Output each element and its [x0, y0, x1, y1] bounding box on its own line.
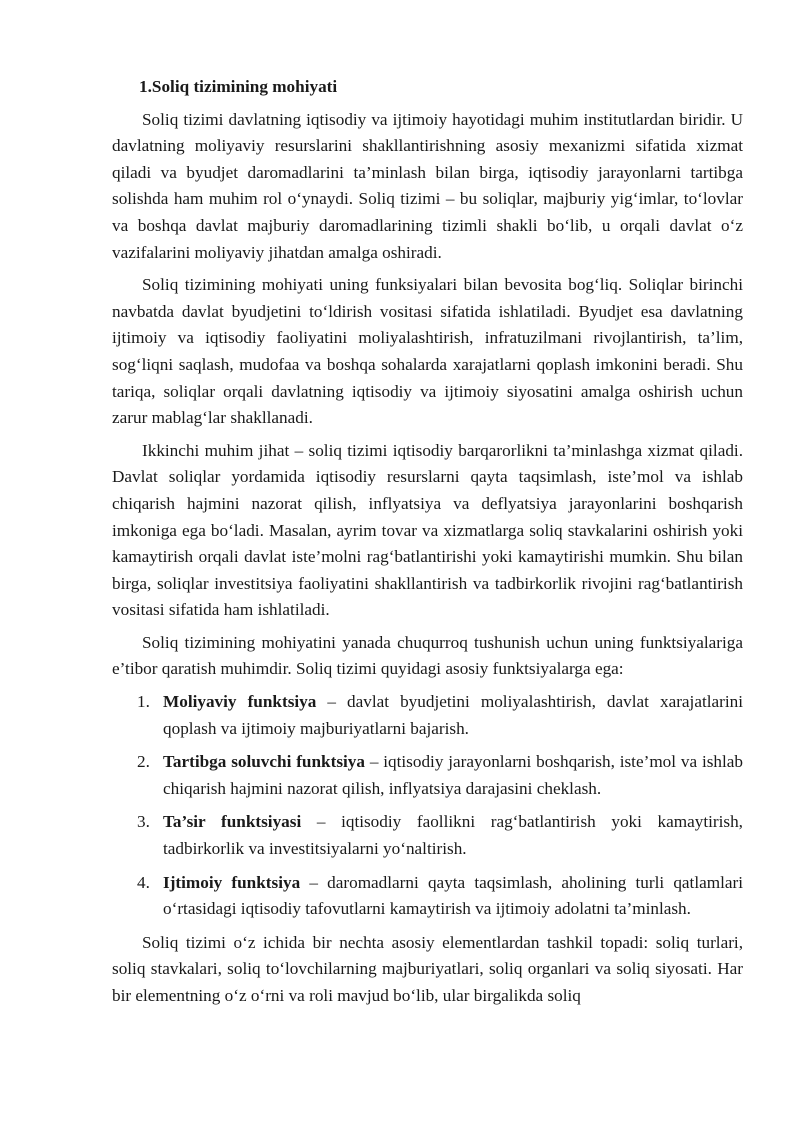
paragraph-elements: Soliq tizimi o‘z ichida bir nechta asosiy elementlardan tashkil topadi: soliq turlari, soliq stavkalari, soliq to‘lovchilarning majburiyatlari, soliq organlari va soliq siyosati. Har bir elementning o‘z o‘rni va roli mavjud bo‘lib, ular birgalikda soliq	[112, 932, 743, 1005]
list-number: 1.	[137, 692, 150, 712]
paragraph-functions-intro: Soliq tizimining mohiyatini yanada chuqurroq tushunish uchun uning funktsiyalariga e’tibor qaratish muhimdir. Soliq tizimi quyidagi asosiy funktsiyalarga ega:	[112, 632, 743, 679]
section-heading: 1.Soliq tizimining mohiyati	[139, 77, 338, 96]
functions-list	[112, 689, 743, 923]
paragraph-stability: Ikkinchi muhim jihat – soliq tizimi iqtisodiy barqarorlikni ta’minlashga xizmat qiladi. Davlat soliqlar yordamida iqtisodiy resurslarni qayta taqsimlash, iste’mol va ishlab chiqarish hajmini nazorat qilish, inflyatsiya va deflyatsiya jarayonlarini boshqarish imkoniga ega bo‘ladi. Masalan, ayrim tovar va xizmatlarga soliq stavkalarini oshirish yoki kamaytirish orqali davlat iste’molni rag‘batlantirishi yoki kamaytirishi mumkin. Shu bilan birga, soliqlar investitsiya faoliyatini shakllantirish va tadbirkorlik rivojini rag‘batlantirish vositasi sifatida ham ishlatiladi.	[112, 440, 743, 620]
list-item-function-1	[112, 689, 743, 742]
function-title: Ijtimoiy funktsiya	[163, 872, 301, 892]
document-page	[112, 74, 743, 1016]
list-item-function-3	[112, 809, 743, 862]
function-title: Tartibga soluvchi funktsiya	[163, 752, 365, 772]
list-item-function-2	[112, 749, 743, 802]
function-description: – iqtisodiy faollikni rag‘batlantirish yoki kamaytirish, tadbirkorlik va investitsiyalarni yo‘naltirish.	[163, 812, 743, 859]
function-description: – daromadlarni qayta taqsimlash, aholining turli qatlamlari o‘rtasidagi iqtisodiy tafovutlarni kamaytirish va ijtimoiy adolatni ta’minlash.	[163, 872, 744, 919]
list-item-function-4	[112, 870, 743, 923]
paragraph-essence: Soliq tizimining mohiyati uning funksiyalari bilan bevosita bog‘liq. Soliqlar birinchi navbatda davlat byudjetini to‘ldirish vositasi sifatida ishlatiladi. Byudjet esa davlatning ijtimoiy va iqtisodiy faoliyatini moliyalashtirish, infratuzilmani rivojlantirish, ta’lim, sog‘liqni saqlash, mudofaa va boshqa sohalarda xarajatlarni qoplash imkonini beradi. Shu tariqa, soliqlar orqali davlatning iqtisodiy va ijtimoiy siyosatini amalga oshirish uchun zarur mablag‘lar shakllanadi.	[112, 275, 743, 428]
function-description: – iqtisodiy jarayonlarni boshqarish, iste’mol va ishlab chiqarish hajmini nazorat qilish, inflyatsiya darajasini cheklash.	[163, 752, 743, 798]
function-title: Ta’sir funktsiyasi	[163, 812, 302, 832]
list-number: 4.	[137, 872, 150, 892]
function-description: – davlat byudjetini moliyalashtirish, davlat xarajatlarini qoplash va ijtimoiy majburiyatlarni bajarish.	[163, 692, 743, 738]
list-number: 2.	[137, 752, 150, 772]
function-title: Moliyaviy funktsiya	[163, 692, 317, 712]
list-number: 3.	[137, 812, 150, 832]
paragraph-intro: Soliq tizimi davlatning iqtisodiy va ijtimoiy hayotidagi muhim institutlardan biridir. U davlatning moliyaviy resurslarini shakllantirishning asosiy mexanizmi sifatida xizmat qiladi va byudjet daromadlarini ta’minlash bilan birga, iqtisodiy jarayonlarni tartibga solishda ham muhim rol o‘ynaydi. Soliq tizimi – bu soliqlar, majburiy yig‘imlar, to‘lovlar va boshqa davlat majburiy daromadlarining tizimli shakli bo‘lib, u orqali davlat o‘z vazifalarini moliyaviy jihatdan amalga oshiradi.	[112, 109, 743, 262]
